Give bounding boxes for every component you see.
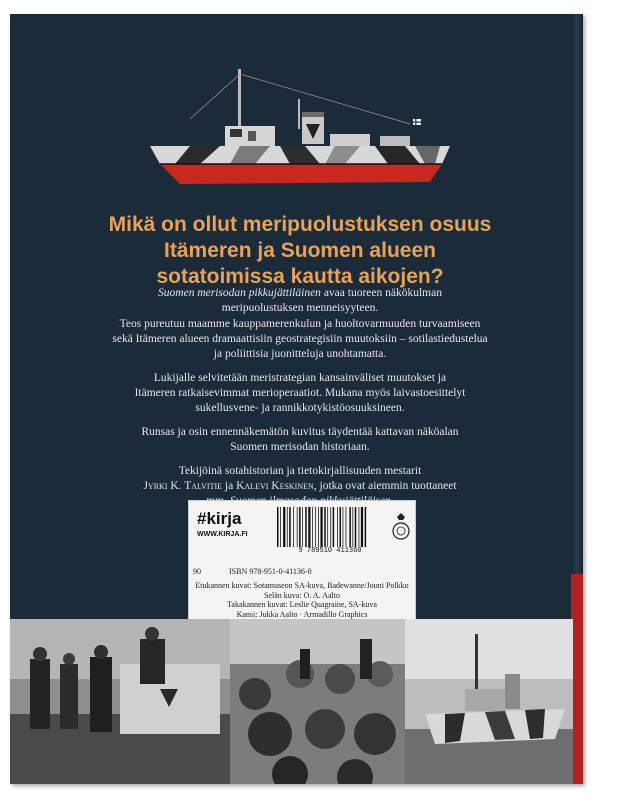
headline-line-3: sotatoimissa kautta aikojen? [156, 265, 444, 288]
paragraph-5: Tekijöinä sotahistorian ja tietokirjallisuuden mestarit Jyrki K. Talvitie ja Kalevi Keskinen, jotka ovat aiemmin tuottaneet [143, 465, 457, 492]
headline-line-2: Itämeren ja Suomen alueen [164, 239, 436, 262]
book-title-inline: Suomen merisodan pikkujättiläinen [158, 287, 321, 299]
paragraph-1: Suomen merisodan pikkujättiläinen avaa tuoreen näkökulman meripuolustuksen menneisyyteen. [158, 287, 442, 314]
barcode-icon [275, 507, 383, 547]
barcode-panel [188, 500, 416, 566]
book-back-cover [10, 14, 583, 784]
credit-line: Etukannen kuvat: Sotamuseon SA-kuva, Badewanne/Jouni Polkko [195, 581, 409, 590]
image-credits [188, 579, 416, 623]
paragraph-3: Lukijalle selvitetään meristrategian kansainväliset muutokset ja Itämeren ratkaisevimmat merioperaatiot. Mukana myös laivastoesittelyt sukellusvene- ja rannikkotykistöosuuksineen. [134, 372, 466, 414]
barcode-digits: 9 789510 411360 [298, 547, 362, 555]
headline-line-1: Mikä on ollut meripuolustuksen osuus [108, 213, 492, 236]
seal-emblem-icon [391, 511, 411, 547]
headline [50, 212, 550, 290]
credit-line: Takakannen kuvat: Leslie Quagraine, SA-kuva [227, 600, 377, 609]
author-1: Jyrki K. Talvitie [143, 480, 223, 492]
photo-sailors-boat [10, 619, 230, 784]
publisher-url: WWW.KIRJA.FI [197, 531, 248, 538]
dazzle-ship-illustration [130, 64, 470, 194]
price-code: 90 [193, 567, 201, 576]
photo-strip [10, 619, 573, 784]
photo-naval-mines [230, 619, 405, 784]
paragraph-4: Runsas ja osin ennennäkemätön kuvitus täydentää kattavan näköalan Suomen merisodan historiaan. [141, 426, 459, 453]
paragraph-2: Teos pureutuu maamme kauppamerenkulun ja huoltovarmuuden turvaamiseen sekä Itämeren alueen dramaattisiin geostrategisiin muutoksiin – sotilastiedustelua ja poliittisia juonitteluja unohtamatta. [112, 318, 488, 360]
isbn-row [188, 565, 416, 580]
author-2: Kalevi Keskinen [236, 480, 314, 492]
isbn: ISBN 978-951-0-41136-0 [229, 567, 312, 576]
blurb-text [65, 286, 535, 518]
credit-line: Selän kuva: O. A. Aalto [264, 590, 340, 600]
photo-warship [405, 619, 573, 784]
credit-line: Kansi: Jukka Aalto · Armadillo Graphics [236, 609, 368, 619]
publisher-logo: #kirja WWW.KIRJA.FI [197, 509, 267, 555]
